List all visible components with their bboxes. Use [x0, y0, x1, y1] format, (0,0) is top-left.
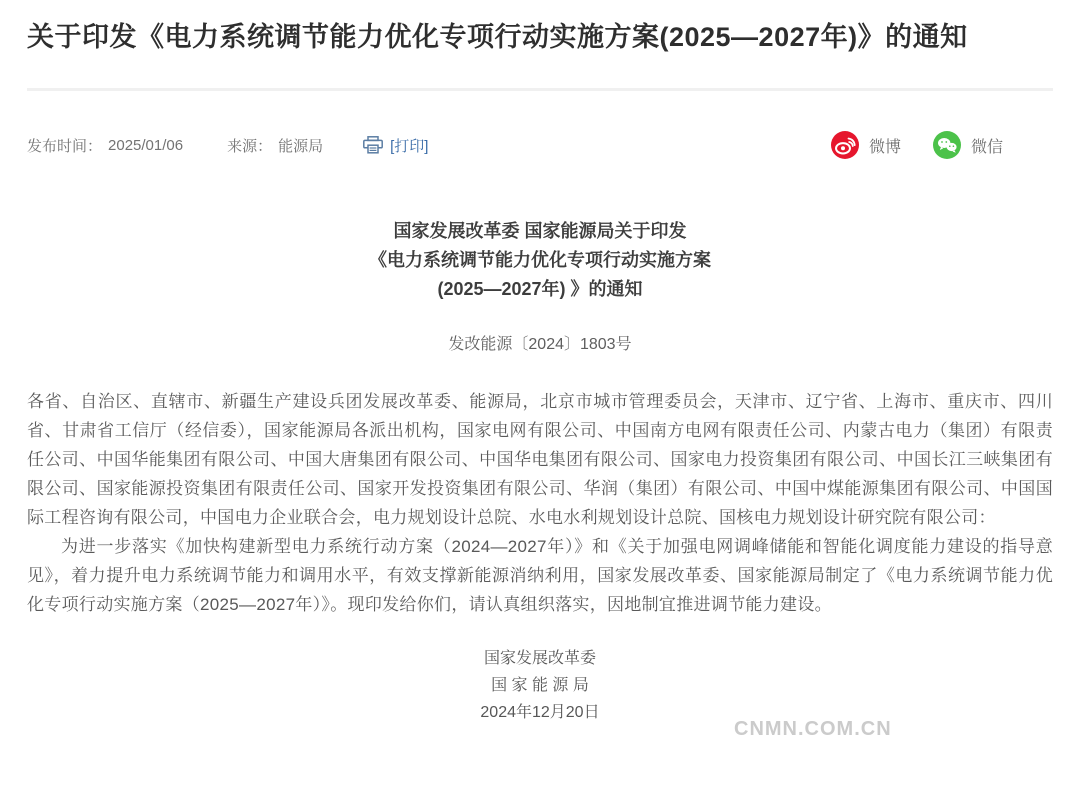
share-wechat-label: 微信 — [970, 138, 1003, 156]
page-title: 关于印发《电力系统调节能力优化专项行动实施方案(2025—2027年)》的通知 — [27, 22, 968, 52]
publish-time-label: 发布时间： — [27, 137, 103, 155]
source-value: 能源局 — [278, 137, 324, 155]
title-divider — [27, 88, 1053, 91]
publish-time — [27, 135, 183, 156]
print-button[interactable] — [363, 135, 428, 156]
notice-paragraph: 为进一步落实《加快构建新型电力系统行动方案（2024—2027年）》和《关于加强电网调峰储能和智能化调度能力建设的指导意见》，着力提升电力系统调节能力和调用水平，有效支撑新能源消纳利用，国家发展改革委、国家能源局制定了《电力系统调节能力优化专项行动实施方案（2025—2027年）》。现印发给你们，请认真组织落实，因地制宜推进调节能力建设。 — [27, 537, 1053, 614]
share-weibo-label: 微博 — [868, 138, 901, 156]
signature-date: 2024年12月20日 — [480, 704, 600, 721]
document-heading-line-1: 国家发展改革委 国家能源局关于印发 — [393, 221, 687, 241]
signature-org-1: 国家发展改革委 — [483, 650, 596, 667]
wechat-icon — [933, 131, 961, 159]
document-heading-line-2: 《电力系统调节能力优化专项行动实施方案 — [369, 250, 711, 270]
weibo-icon — [831, 131, 859, 159]
document-heading-line-3: (2025—2027年) 》的通知 — [437, 279, 643, 299]
article-page — [0, 20, 1080, 726]
meta-row — [27, 131, 1053, 159]
source — [227, 135, 323, 156]
printer-icon — [363, 136, 383, 154]
share-weibo-button[interactable] — [831, 131, 901, 159]
signature-org-2: 国 家 能 源 局 — [491, 677, 589, 694]
publish-time-value: 2025/01/06 — [108, 136, 184, 154]
document-body — [27, 387, 1053, 619]
recipients-paragraph: 各省、自治区、直辖市、新疆生产建设兵团发展改革委、能源局，北京市城市管理委员会，天津市、辽宁省、上海市、重庆市、四川省、甘肃省工信厅（经信委），国家能源局各派出机构，国家电网有限公司、中国南方电网有限责任公司、内蒙古电力（集团）有限责任公司、中国华能集团有限公司、中国大唐集团有限公司、中国华电集团有限公司、国家电力投资集团有限公司、中国长江三峡集团有限公司、国家能源投资集团有限责任公司、国家开发投资集团有限公司、华润（集团）有限公司、中国中煤能源集团有限公司、中国国际工程咨询有限公司，中国电力企业联合会，电力规划设计总院、水电水利规划设计总院、国核电力规划设计研究院有限公司： — [27, 392, 1053, 527]
watermark: CNMN.COM.CN — [734, 718, 892, 740]
signature-block — [27, 645, 1053, 726]
source-label: 来源： — [227, 137, 273, 155]
share-group — [831, 131, 1003, 159]
document-heading — [27, 217, 1053, 304]
share-wechat-button[interactable] — [933, 131, 1003, 159]
document-number: 发改能源〔2024〕1803号 — [448, 336, 632, 353]
print-button-label: [打印] — [390, 137, 429, 155]
